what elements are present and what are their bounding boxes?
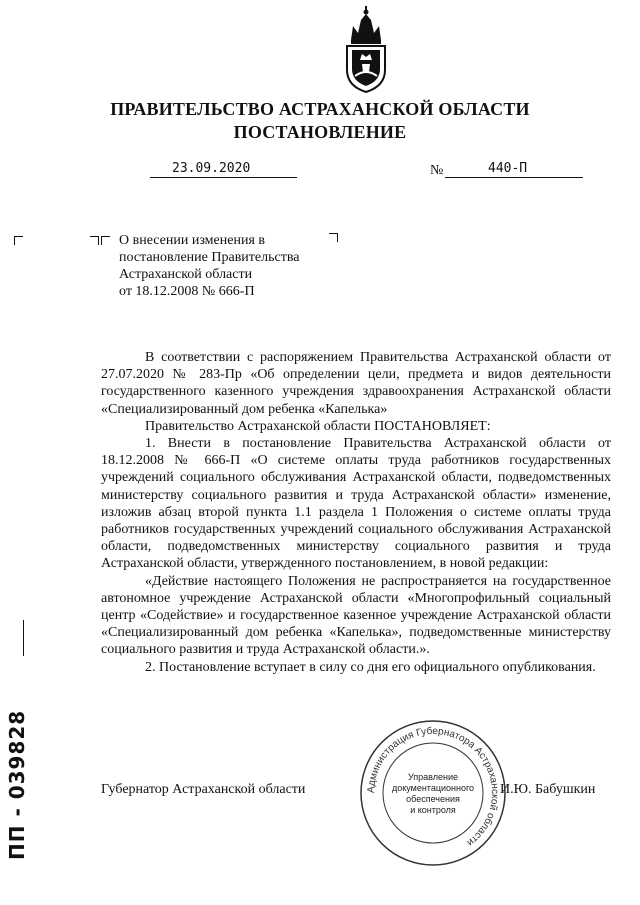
doc-number: 440-П (488, 161, 528, 176)
date-underline (150, 177, 297, 178)
signer-name: И.Ю. Бабушкин (500, 782, 596, 797)
subject-line: от 18.12.2008 № 666-П (119, 284, 255, 299)
number-underline (445, 177, 583, 178)
subject-line: Астраханской области (119, 267, 253, 282)
stamp-line: обеспечения (406, 794, 460, 804)
margin-line-mark (23, 620, 24, 656)
subject-line: О внесении изменения в (119, 233, 265, 248)
stamp-line: и контроля (410, 805, 456, 815)
corner-bracket-inner-right (90, 236, 99, 245)
signer-position: Губернатор Астраханской области (101, 782, 306, 797)
subject-line: постановление Правительства (119, 250, 300, 265)
corner-bracket-left (14, 236, 23, 245)
coat-of-arms-emblem (341, 6, 391, 94)
body-paragraph: 2. Постановление вступает в силу со дня его официального опубликования. (145, 659, 596, 675)
corner-bracket-inner-left (101, 236, 110, 245)
body-paragraph: 1. Внести в постановление Правительства Астраханской области от 18.12.2008 № 666-П «О системе оплаты труда работников государственных учреждений социального обслуживания Астраханской области, подведомственных министерству социального развития и труда Астраханской области» изменение, изложив абзац второй пункта 1.1 раздела 1 Положения о системе оплаты труда работников государственных учреждений социального обслуживания Астраханской области, подведомственных министерству социального развития и труда Астраханской области, утвержденного постановлением, в новой редакции: (101, 436, 611, 572)
body-paragraph: Правительство Астраханской области ПОСТАНОВЛЯЕТ: (145, 418, 491, 434)
stamp-inner-text (383, 772, 483, 816)
body-paragraph: «Действие настоящего Положения не распространяется на государственное автономное учреждение Астраханской области «Многопрофильный социальный центр «Содействие» и государственное казенное учреждение Астраханской области «Специализированный дом ребенка «Капелька», подведомственные министерству социального развития и труда Астраханской области.». (101, 573, 611, 658)
document-subject (119, 232, 349, 300)
number-sign: № (430, 163, 444, 178)
doc-type: ПОСТАНОВЛЕНИЕ (233, 122, 407, 142)
margin-serial-code: ПП - 039828 (5, 709, 29, 860)
document-body (101, 349, 611, 676)
doc-date: 23.09.2020 (172, 161, 251, 176)
org-title: ПРАВИТЕЛЬСТВО АСТРАХАНСКОЙ ОБЛАСТИ (110, 99, 530, 119)
body-paragraph: В соответствии с распоряжением Правительства Астраханской области от 27.07.2020 № 283-Пр «Об определении цели, предмета и видов деятельности государственного казенного учреждения здравоохранения Астраханской области «Специализированный дом ребенка «Капелька» (101, 350, 611, 417)
stamp-line: документационного (391, 783, 475, 793)
stamp-ring-text: Администрация Губернатора Астраханской области (365, 725, 501, 848)
stamp-line: Управление (407, 772, 459, 782)
